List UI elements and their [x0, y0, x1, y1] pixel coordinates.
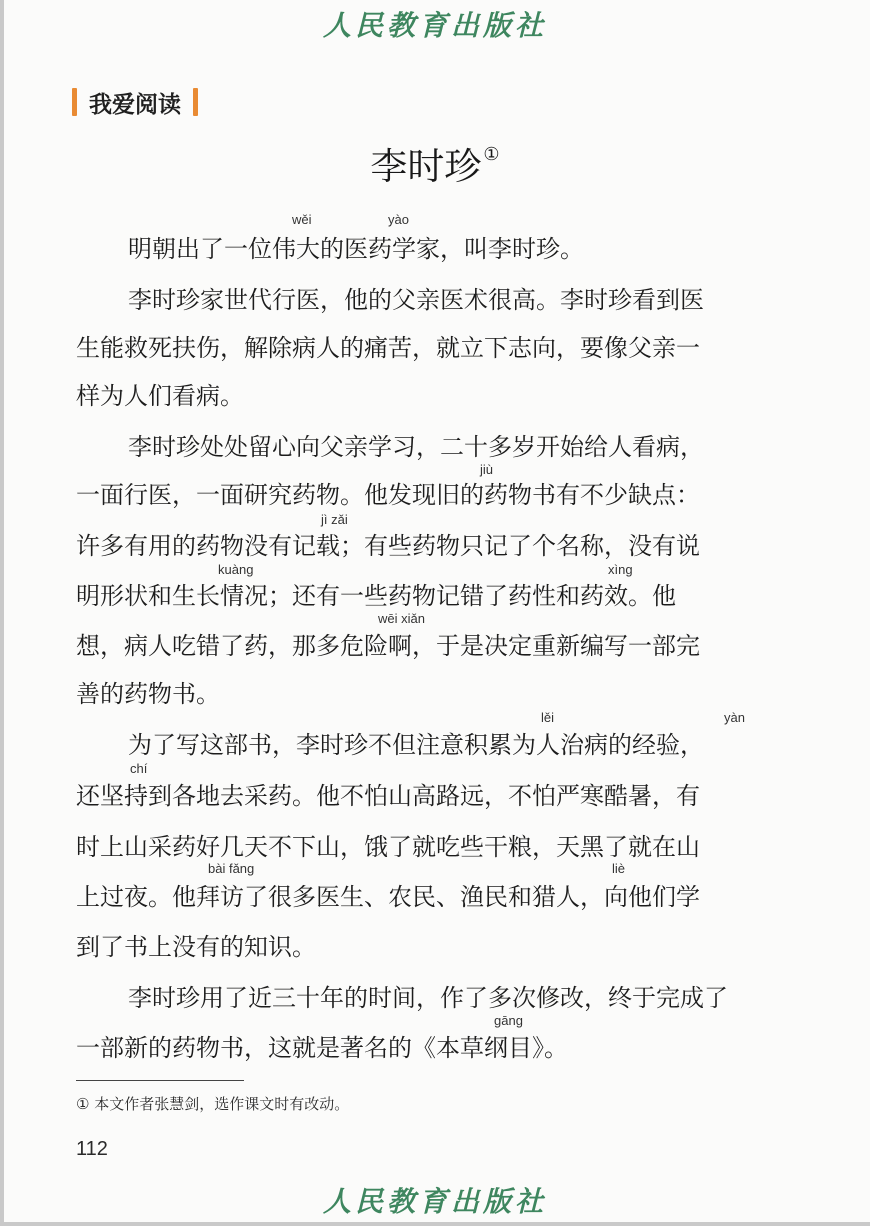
section-tag — [72, 86, 198, 118]
lesson-title-text: 李时珍 — [370, 145, 482, 188]
pinyin-kuang: kuàng — [218, 562, 254, 577]
pinyin-wei: wěi — [292, 212, 312, 227]
text-line: 生能救死扶伤，解除病人的痛苦，就立下志向，要像父亲一 — [76, 334, 700, 362]
tag-bar-left — [72, 88, 77, 116]
text-line: 一面行医，一面研究药物。他发现旧的药物书有不少缺点： — [76, 481, 700, 509]
footnote: ① 本文作者张慧剑，选作课文时有改动。 — [76, 1095, 350, 1113]
text-line: 李时珍处处留心向父亲学习，二十多岁开始给人看病， — [128, 433, 704, 461]
section-tag-label: 我爱阅读 — [89, 91, 181, 118]
title-footnote-mark: ① — [483, 143, 500, 165]
pinyin-yan: yàn — [724, 710, 745, 725]
text-line: 还坚持到各地去采药。他不怕山高路远，不怕严寒酷暑，有 — [76, 782, 700, 810]
text-line: 李时珍用了近三十年的时间，作了多次修改，终于完成了 — [128, 984, 728, 1012]
text-line: 一部新的药物书，这就是著名的《本草纲目》。 — [76, 1034, 568, 1062]
pinyin-baifang: bài fǎng — [208, 861, 255, 876]
text-line: 明朝出了一位伟大的医药学家，叫李时珍。 — [128, 235, 584, 263]
text-line: 许多有用的药物没有记载；有些药物只记了个名称，没有说 — [76, 532, 700, 560]
text-line: 李时珍家世代行医，他的父亲医术很高。李时珍看到医 — [128, 286, 704, 314]
text-line: 到了书上没有的知识。 — [76, 933, 316, 961]
footnote-divider — [76, 1080, 244, 1081]
pinyin-xing: xìng — [608, 562, 633, 577]
publisher-watermark-bottom: 人民教育出版社 — [322, 1185, 547, 1218]
tag-bar-right — [193, 88, 198, 116]
pinyin-gang: gāng — [494, 1013, 523, 1028]
pinyin-jizai: jì zǎi — [321, 512, 348, 527]
page-bottom-edge — [0, 1222, 870, 1226]
page-number: 112 — [76, 1138, 108, 1160]
text-line: 善的药物书。 — [76, 680, 220, 708]
text-line: 想，病人吃错了药，那多危险啊，于是决定重新编写一部完 — [76, 632, 700, 660]
text-line: 样为人们看病。 — [76, 382, 244, 410]
text-line: 上过夜。他拜访了很多医生、农民、渔民和猎人，向他们学 — [76, 883, 700, 911]
pinyin-lie: liè — [612, 861, 626, 876]
text-line: 为了写这部书，李时珍不但注意积累为人治病的经验， — [128, 731, 704, 759]
pinyin-weixian: wēi xiǎn — [378, 611, 425, 626]
publisher-watermark-top: 人民教育出版社 — [322, 9, 547, 42]
pinyin-chi: chí — [130, 761, 148, 776]
text-line: 明形状和生长情况；还有一些药物记错了药性和药效。他 — [76, 582, 676, 610]
lesson-title — [0, 136, 870, 190]
pinyin-jiu: jiù — [480, 462, 494, 477]
pinyin-lei: lěi — [541, 710, 555, 725]
text-line: 时上山采药好几天不下山，饿了就吃些干粮，天黑了就在山 — [76, 833, 700, 861]
pinyin-yao: yào — [388, 212, 409, 227]
